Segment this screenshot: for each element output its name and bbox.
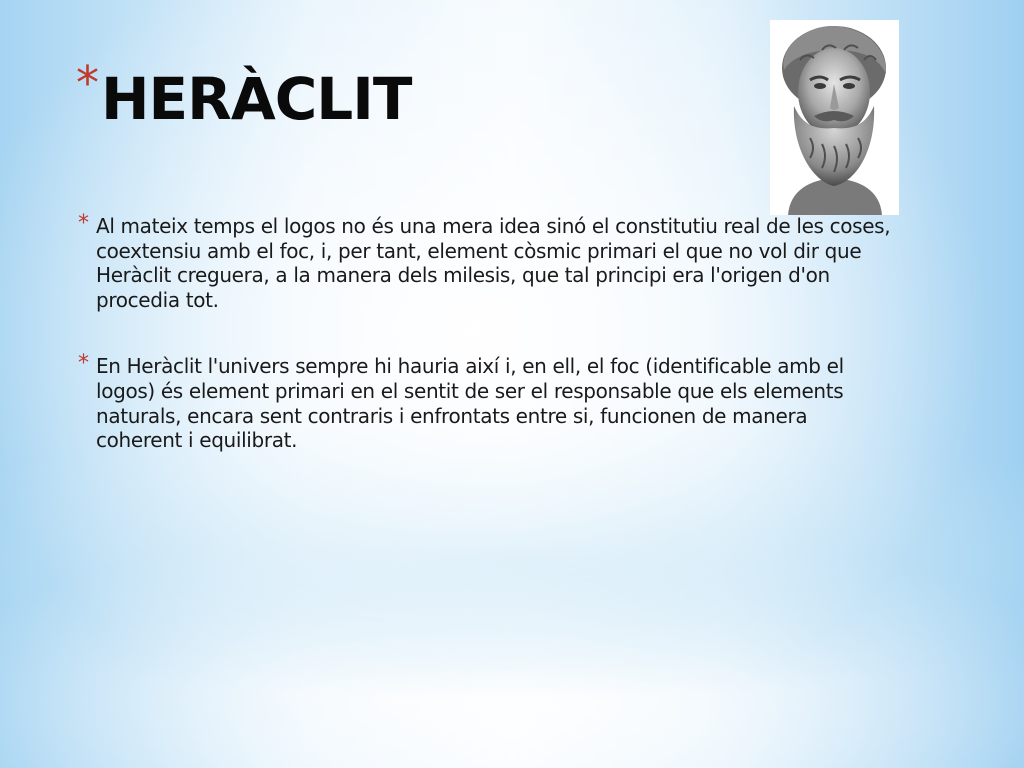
bullet-item: [78, 211, 898, 312]
title-text: HERÀCLIT: [101, 65, 412, 133]
slide-title: [76, 58, 411, 138]
bullet-list: [78, 211, 898, 495]
title-star-marker: *: [76, 56, 99, 110]
bullet-item: [78, 351, 898, 453]
bullet-star-marker: *: [78, 211, 89, 236]
bullet-text: Al mateix temps el logos no és una mera idea sinó el constitutiu real de les coses, coextensiu amb el foc, i, per tant, element còsmic primari el que no vol dir que Heràclit creguera, a la manera dels milesis, que tal principi era l'origen d'on procedia tot.: [96, 214, 891, 312]
bullet-star-marker: *: [78, 351, 89, 377]
bullet-text: En Heràclit l'univers sempre hi hauria així i, en ell, el foc (identificable amb el logos) és element primari en el sentit de ser el responsable que els elements naturals, encara sent contraris i enfrontats entre si, funcionen de manera coherent i equilibrat.: [96, 354, 844, 453]
heraclitus-portrait-image: [770, 20, 899, 215]
